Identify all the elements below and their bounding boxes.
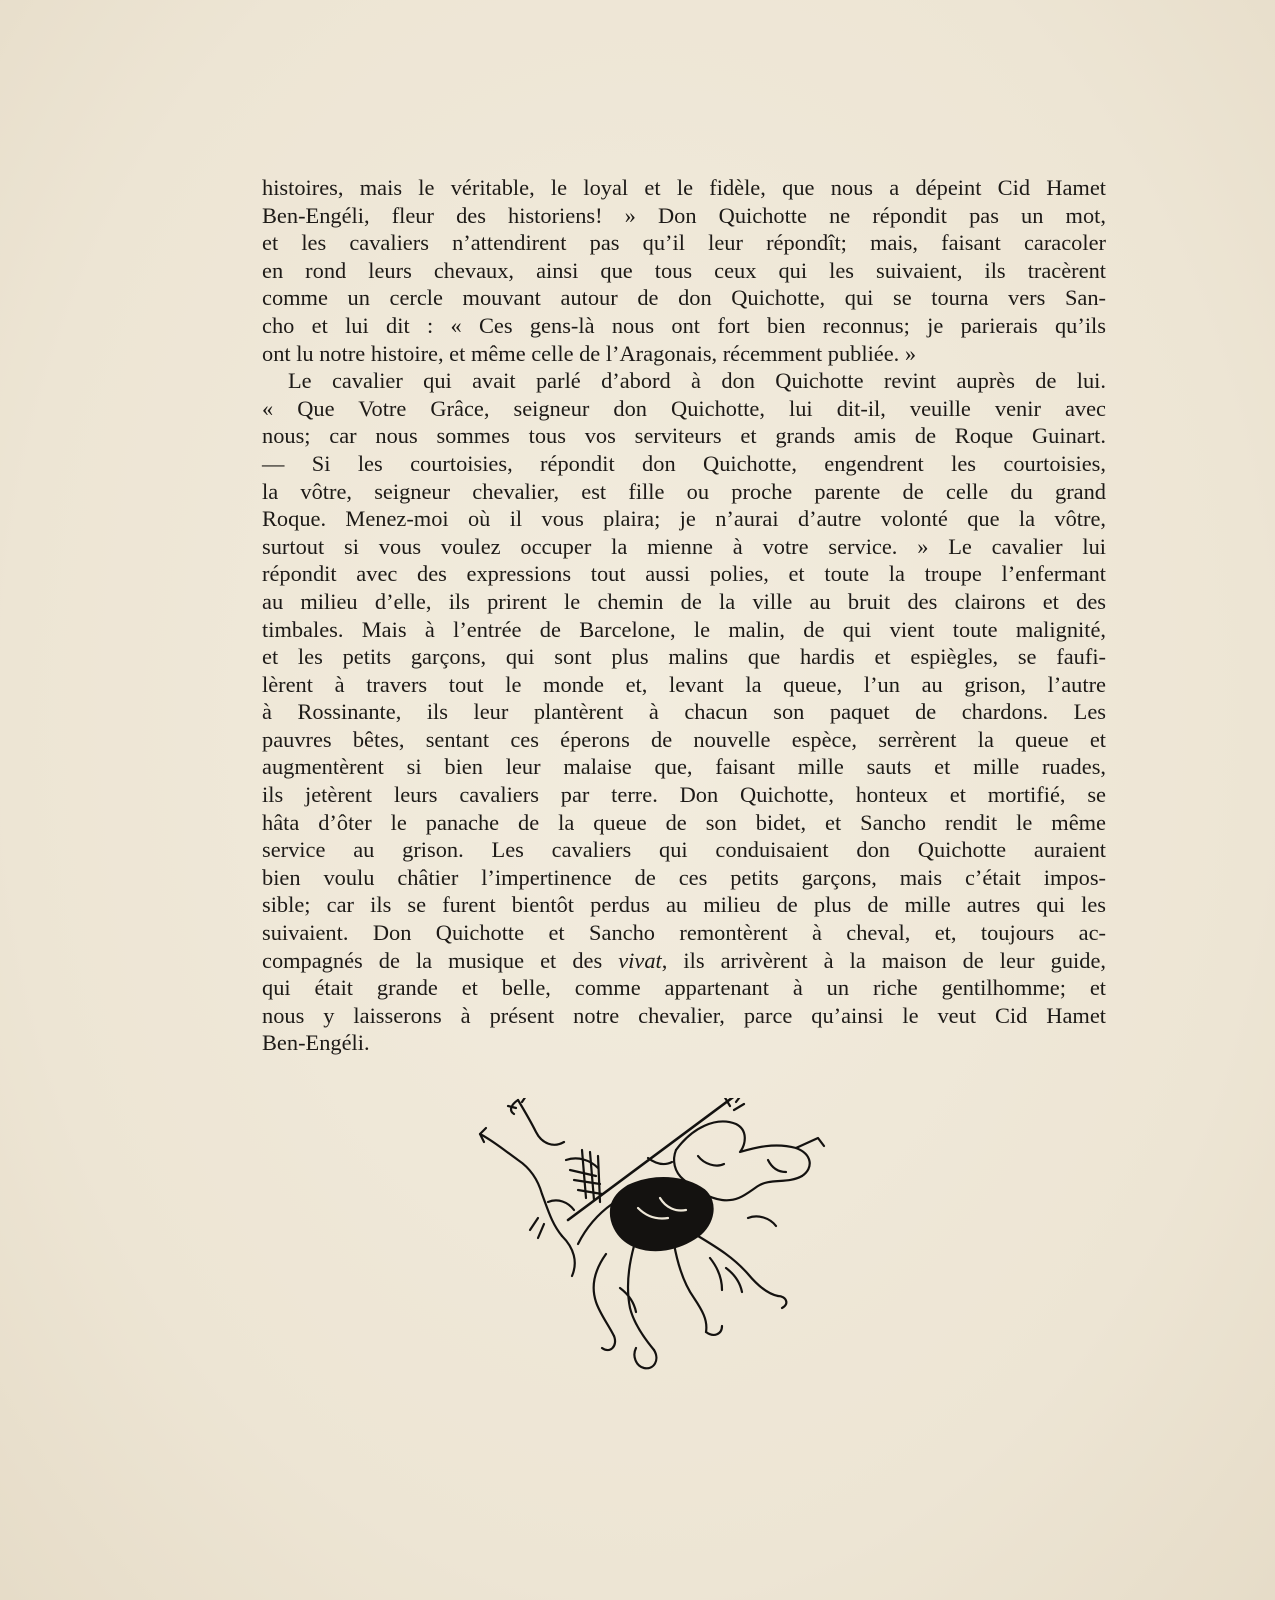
text-line: comme un cercle mouvant autour de don Quichotte, qui se tourna vers San-	[262, 285, 1106, 311]
text-line: qui était grande et belle, comme appartenant à un riche gentilhomme; et	[262, 975, 1106, 1001]
text-line: service au grison. Les cavaliers qui conduisaient don Quichotte auraient	[262, 837, 1106, 863]
text-line: Le cavalier qui avait parlé d’abord à don Quichotte revint auprès de lui.	[288, 368, 1106, 394]
text-line: ils jetèrent leurs cavaliers par terre. Don Quichotte, honteux et mortifié, se	[262, 782, 1106, 808]
text-line: sible; car ils se furent bientôt perdus au milieu de plus de mille autres qui les	[262, 892, 1106, 918]
body-text	[262, 174, 1106, 1057]
text-line: nous; car nous sommes tous vos serviteurs et grands amis de Roque Guinart.	[262, 423, 1106, 449]
text-line: répondit avec des expressions tout aussi polies, et toute la troupe l’enfermant	[262, 561, 1106, 587]
text-line: Ben-Engéli.	[262, 1030, 370, 1056]
text-fragment: compagnés de la musique et des	[262, 947, 619, 973]
text-line: — Si les courtoisies, répondit don Quichotte, engendrent les courtoisies,	[262, 450, 1106, 476]
text-line: la vôtre, seigneur chevalier, est fille ou proche parente de celle du grand	[262, 478, 1106, 504]
text-line: et les cavaliers n’attendirent pas qu’il leur répondît; mais, faisant caracoler	[262, 230, 1106, 256]
text-line: suivaient. Don Quichotte et Sancho remontèrent à cheval, et, toujours ac-	[262, 920, 1106, 946]
text-line: histoires, mais le véritable, le loyal et le fidèle, que nous a dépeint Cid Hamet	[262, 175, 1106, 200]
text-line: au milieu d’elle, ils prirent le chemin de la ville au bruit des clairons et des	[262, 588, 1106, 614]
text-line: bien voulu châtier l’impertinence de ces petits garçons, mais c’était impos-	[262, 864, 1106, 890]
text-line: en rond leurs chevaux, ainsi que tous ceux qui les suivaient, ils tracèrent	[262, 257, 1106, 283]
text-line: « Que Votre Grâce, seigneur don Quichotte, lui dit-il, veuille venir avec	[262, 395, 1106, 421]
text-line: et les petits garçons, qui sont plus malins que hardis et espiègles, se faufi-	[262, 644, 1106, 670]
text-line: lèrent à travers tout le monde et, levant la queue, l’un au grison, l’autre	[262, 671, 1106, 697]
text-line: nous y laisserons à présent notre chevalier, parce qu’ainsi le veut Cid Hamet	[262, 1002, 1106, 1028]
text-line: pauvres bêtes, sentant ces éperons de nouvelle espèce, serrèrent la queue et	[262, 726, 1106, 752]
text-line: ont lu notre histoire, et même celle de l’Aragonais, récemment publiée. »	[262, 340, 917, 366]
text-line: Roque. Menez-moi où il vous plaira; je n’aurai d’autre volonté que la vôtre,	[262, 506, 1106, 532]
italic-word: vivat	[618, 947, 662, 973]
text-line	[262, 947, 1106, 975]
text-line: Ben-Engéli, fleur des historiens! » Don Quichotte ne répondit pas un mot,	[262, 202, 1106, 228]
text-fragment: , ils arrivèrent à la maison de leur guide,	[661, 947, 1106, 973]
text-line: augmentèrent si bien leur malaise que, faisant mille sauts et mille ruades,	[262, 754, 1106, 780]
rider-falling-illustration-icon	[478, 1098, 870, 1380]
text-line: hâta d’ôter le panache de la queue de son bidet, et Sancho rendit le même	[262, 809, 1106, 835]
text-line: cho et lui dit : « Ces gens-là nous ont fort bien reconnus; je parierais qu’ils	[262, 312, 1106, 338]
text-line: timbales. Mais à l’entrée de Barcelone, le malin, de qui vient toute malignité,	[262, 616, 1106, 642]
text-line: à Rossinante, ils leur plantèrent à chacun son paquet de chardons. Les	[262, 699, 1106, 725]
text-line: surtout si vous voulez occuper la mienne à votre service. » Le cavalier lui	[262, 533, 1106, 559]
